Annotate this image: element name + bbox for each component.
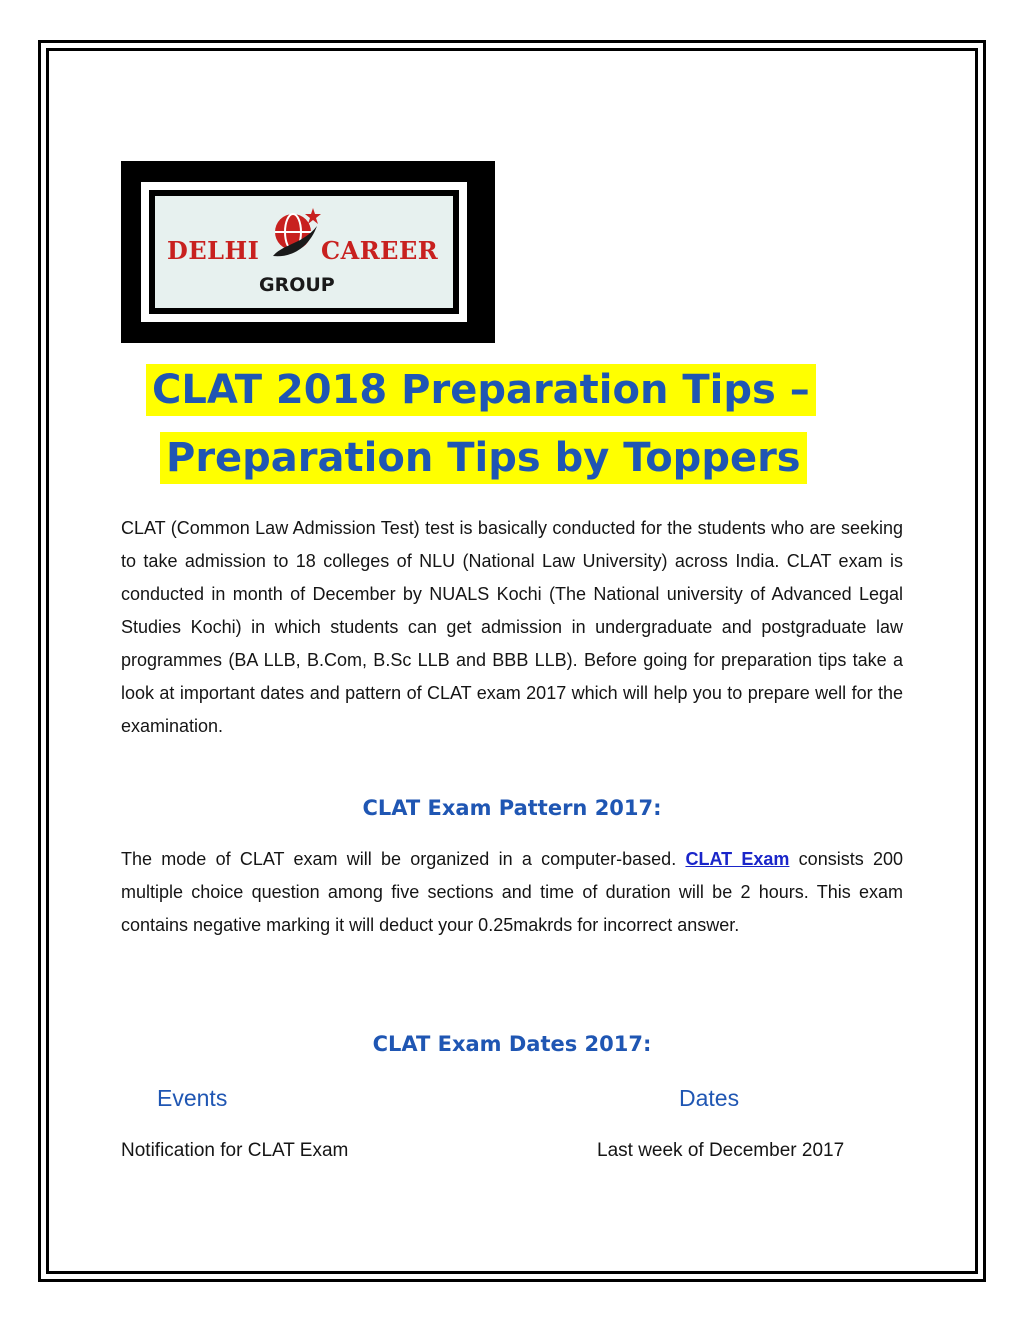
pattern-text-before-link: The mode of CLAT exam will be organized in a computer-based. xyxy=(121,849,686,869)
pattern-paragraph xyxy=(121,843,903,942)
logo-word-career: CAREER xyxy=(321,236,439,265)
events-column-header: Events xyxy=(157,1085,228,1111)
clat-exam-link[interactable]: CLAT Exam xyxy=(685,849,790,869)
dates-heading: CLAT Exam Dates 2017: xyxy=(372,1032,652,1056)
logo xyxy=(121,161,495,343)
table-row-event: Notification for CLAT Exam xyxy=(121,1140,349,1161)
pattern-text-after-link: consists 200 multiple choice question among five sections and time of duration will be 2 hours. This exam contains negative marking it will deduct your 0.25makrds for incorrect answer. xyxy=(121,849,903,935)
page-title-line-2: Preparation Tips by Toppers xyxy=(160,432,807,484)
dates-column-header: Dates xyxy=(679,1085,740,1111)
intro-paragraph: CLAT (Common Law Admission Test) test is basically conducted for the students who are seeking to take admission to 18 colleges of NLU (National Law University) across India. CLAT exam is conducted in month of December by NUALS Kochi (The National university of Advanced Legal Studies Kochi) in which students can get admission in undergraduate and postgraduate law programmes (BA LLB, B.Com, B.Sc LLB and BBB LLB). Before going for preparation tips take a look at important dates and pattern of CLAT exam 2017 which will help you to prepare well for the examination. xyxy=(121,518,903,736)
logo-word-group: GROUP xyxy=(259,274,335,296)
page-title-line-1: CLAT 2018 Preparation Tips – xyxy=(146,364,816,416)
table-row-date: Last week of December 2017 xyxy=(597,1140,845,1161)
globe-emblem-icon xyxy=(269,204,325,268)
pattern-heading: CLAT Exam Pattern 2017: xyxy=(362,796,662,820)
logo-word-delhi: DELHI xyxy=(167,236,260,265)
